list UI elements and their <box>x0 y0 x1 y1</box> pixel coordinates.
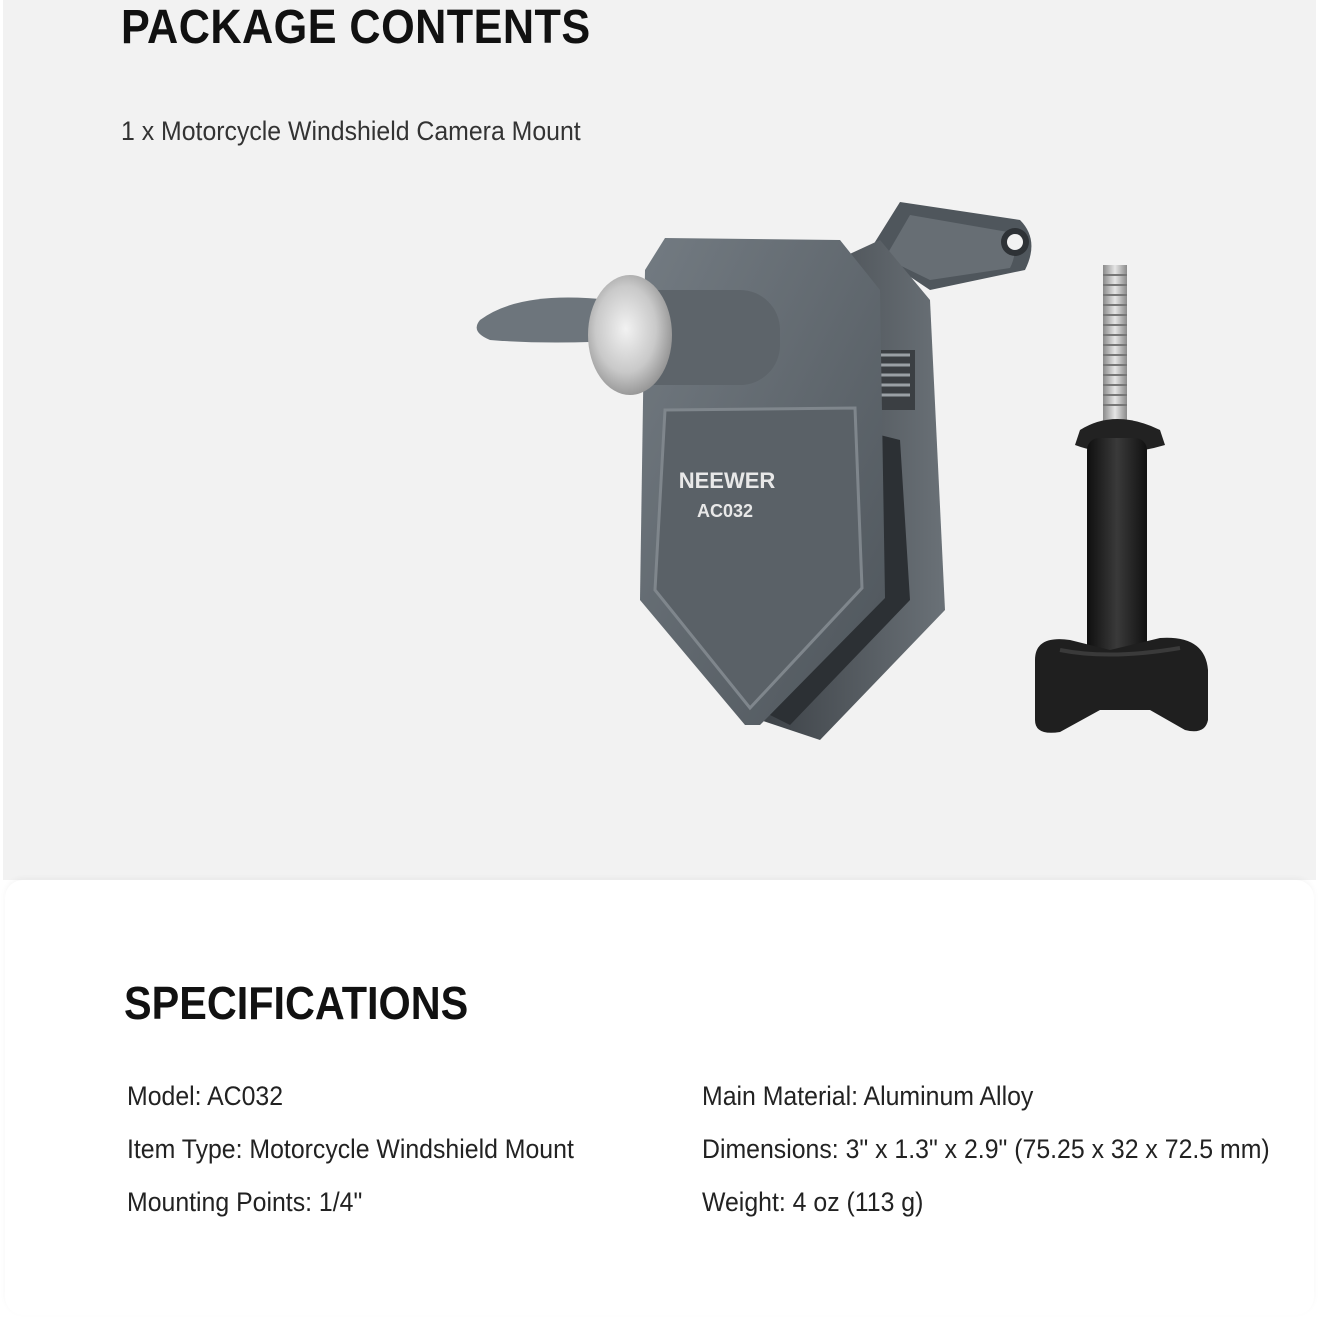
brand-logo: NEEWER <box>678 468 776 493</box>
spec-mounting-points: Mounting Points: 1/4" <box>127 1187 363 1217</box>
package-item: 1 x Motorcycle Windshield Camera Mount <box>121 116 581 146</box>
specifications-title: SPECIFICATIONS <box>124 977 469 1029</box>
package-title: PACKAGE CONTENTS <box>121 1 591 54</box>
spec-column-right <box>702 1074 1319 1233</box>
product-image <box>460 180 1260 800</box>
spec-model: Model: AC032 <box>127 1081 284 1111</box>
spec-dimensions: Dimensions: 3" x 1.3" x 2.9" (75.25 x 32 x 72.5 mm) <box>702 1134 1270 1164</box>
spec-item-type: Item Type: Motorcycle Windshield Mount <box>127 1134 574 1164</box>
thumb-screw-image <box>1035 265 1208 733</box>
spec-main-material: Main Material: Aluminum Alloy <box>702 1081 1034 1111</box>
spec-weight: Weight: 4 oz (113 g) <box>702 1187 924 1217</box>
spec-column-left <box>127 1074 613 1233</box>
model-label: AC032 <box>696 501 754 521</box>
windshield-mount-image <box>477 202 1032 740</box>
